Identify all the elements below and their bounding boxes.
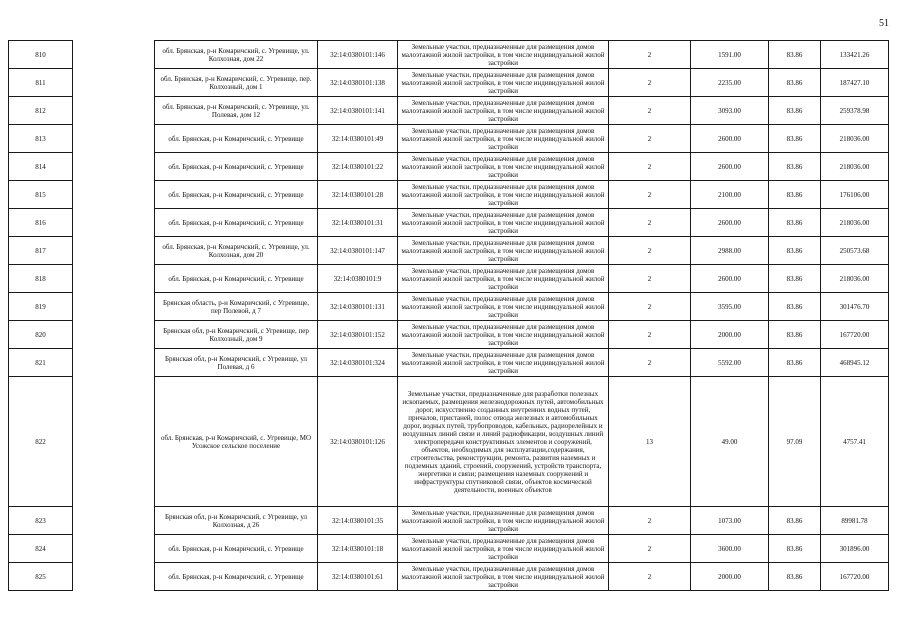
group-cell: 2	[609, 237, 691, 265]
area-cell: 2988.00	[691, 237, 769, 265]
cadastral-number-cell: 32:14:0380101:147	[318, 237, 398, 265]
spacer-cell	[73, 321, 155, 349]
area-cell: 1073.00	[691, 507, 769, 535]
land-use-cell: Земельные участки, предназначенные для размещения домов малоэтажной жилой застройки, в том числе индивидуальной жилой застройки	[398, 153, 609, 181]
cadastral-number-cell: 32:14:0380101:49	[318, 125, 398, 153]
specific-value-cell: 83.86	[769, 125, 821, 153]
land-use-cell: Земельные участки, предназначенные для размещения домов малоэтажной жилой застройки, в том числе индивидуальной жилой застройки	[398, 69, 609, 97]
row-number: 825	[9, 563, 73, 591]
group-cell: 2	[609, 321, 691, 349]
table-row	[9, 265, 889, 293]
cadastral-value-cell: 301896.00	[821, 535, 889, 563]
address-cell: обл. Брянская, р-н Комаричский, с. Угревище, пер. Колхозный, дом 1	[155, 69, 318, 97]
address-cell: Брянская обл, р-н Комаричский, с Угревище, ул Колхозная, д 26	[155, 507, 318, 535]
row-number: 818	[9, 265, 73, 293]
area-cell: 2600.00	[691, 125, 769, 153]
cadastral-number-cell: 32:14:0380101:141	[318, 97, 398, 125]
spacer-cell	[73, 69, 155, 97]
group-cell: 2	[609, 97, 691, 125]
cadastral-value-cell: 250573.68	[821, 237, 889, 265]
cadastral-number-cell: 32:14:0380101:131	[318, 293, 398, 321]
spacer-cell	[73, 153, 155, 181]
area-cell: 3093.00	[691, 97, 769, 125]
spacer-cell	[73, 293, 155, 321]
row-number: 820	[9, 321, 73, 349]
cadastral-number-cell: 32:14:0380101:324	[318, 349, 398, 377]
cadastral-number-cell: 32:14:0380101:152	[318, 321, 398, 349]
land-use-cell: Земельные участки, предназначенные для размещения домов малоэтажной жилой застройки, в том числе индивидуальной жилой застройки	[398, 209, 609, 237]
land-use-cell: Земельные участки, предназначенные для размещения домов малоэтажной жилой застройки, в том числе индивидуальной жилой застройки	[398, 293, 609, 321]
area-cell: 5592.00	[691, 349, 769, 377]
cadastral-number-cell: 32:14:0380101:22	[318, 153, 398, 181]
table-row	[9, 377, 889, 507]
land-plots-table	[8, 40, 889, 591]
address-cell: Брянская обл, р-н Комаричский, с Угревище, ул Полевая, д 6	[155, 349, 318, 377]
row-number: 817	[9, 237, 73, 265]
table-row	[9, 535, 889, 563]
spacer-cell	[73, 209, 155, 237]
area-cell: 1591.00	[691, 41, 769, 69]
area-cell: 49.00	[691, 377, 769, 507]
specific-value-cell: 97.09	[769, 377, 821, 507]
group-cell: 2	[609, 535, 691, 563]
address-cell: обл. Брянская, р-н Комаричский, с. Угревище, ул. Полевая, дом 12	[155, 97, 318, 125]
table-row	[9, 507, 889, 535]
area-cell: 2000.00	[691, 321, 769, 349]
cadastral-value-cell: 133421.26	[821, 41, 889, 69]
spacer-cell	[73, 535, 155, 563]
spacer-cell	[73, 507, 155, 535]
row-number: 814	[9, 153, 73, 181]
row-number: 821	[9, 349, 73, 377]
cadastral-number-cell: 32:14:0380101:28	[318, 181, 398, 209]
row-number: 815	[9, 181, 73, 209]
area-cell: 2235.00	[691, 69, 769, 97]
specific-value-cell: 83.86	[769, 41, 821, 69]
cadastral-value-cell: 167720.00	[821, 563, 889, 591]
land-use-cell: Земельные участки, предназначенные для размещения домов малоэтажной жилой застройки, в том числе индивидуальной жилой застройки	[398, 321, 609, 349]
address-cell: обл. Брянская, р-н Комаричский, с. Угревище	[155, 265, 318, 293]
specific-value-cell: 83.86	[769, 507, 821, 535]
group-cell: 2	[609, 507, 691, 535]
area-cell: 2600.00	[691, 209, 769, 237]
land-use-cell: Земельные участки, предназначенные для размещения домов малоэтажной жилой застройки, в том числе индивидуальной жилой застройки	[398, 97, 609, 125]
row-number: 810	[9, 41, 73, 69]
address-cell: обл. Брянская, р-н Комаричский, с. Угревище, ул. Колхозная, дом 20	[155, 237, 318, 265]
table-row	[9, 181, 889, 209]
land-use-cell: Земельные участки, предназначенные для размещения домов малоэтажной жилой застройки, в том числе индивидуальной жилой застройки	[398, 563, 609, 591]
row-number: 811	[9, 69, 73, 97]
table-row	[9, 349, 889, 377]
cadastral-value-cell: 218036.00	[821, 125, 889, 153]
table-row	[9, 153, 889, 181]
group-cell: 2	[609, 349, 691, 377]
spacer-cell	[73, 181, 155, 209]
group-cell: 2	[609, 41, 691, 69]
address-cell: обл. Брянская, р-н Комаричский, с. Угревище	[155, 209, 318, 237]
cadastral-value-cell: 167720.00	[821, 321, 889, 349]
row-number: 812	[9, 97, 73, 125]
group-cell: 2	[609, 293, 691, 321]
page-number: 51	[879, 18, 889, 29]
cadastral-value-cell: 218036.00	[821, 209, 889, 237]
land-use-cell: Земельные участки, предназначенные для размещения домов малоэтажной жилой застройки, в том числе индивидуальной жилой застройки	[398, 265, 609, 293]
land-use-cell: Земельные участки, предназначенные для размещения домов малоэтажной жилой застройки, в том числе индивидуальной жилой застройки	[398, 535, 609, 563]
address-cell: обл. Брянская, р-н Комаричский, с. Угревище	[155, 153, 318, 181]
cadastral-value-cell: 301476.70	[821, 293, 889, 321]
row-number: 823	[9, 507, 73, 535]
spacer-cell	[73, 125, 155, 153]
group-cell: 2	[609, 125, 691, 153]
spacer-cell	[73, 377, 155, 507]
area-cell: 2000.00	[691, 563, 769, 591]
specific-value-cell: 83.86	[769, 181, 821, 209]
table-row	[9, 125, 889, 153]
specific-value-cell: 83.86	[769, 209, 821, 237]
row-number: 816	[9, 209, 73, 237]
land-use-cell: Земельные участки, предназначенные для размещения домов малоэтажной жилой застройки, в том числе индивидуальной жилой застройки	[398, 125, 609, 153]
group-cell: 2	[609, 153, 691, 181]
specific-value-cell: 83.86	[769, 97, 821, 125]
cadastral-value-cell: 4757.41	[821, 377, 889, 507]
cadastral-value-cell: 89981.78	[821, 507, 889, 535]
spacer-cell	[73, 237, 155, 265]
cadastral-number-cell: 32:14:0380101:61	[318, 563, 398, 591]
land-use-cell: Земельные участки, предназначенные для размещения домов малоэтажной жилой застройки, в том числе индивидуальной жилой застройки	[398, 349, 609, 377]
address-cell: обл. Брянская, р-н Комаричский, с. Угревище, ул. Колхозная, дом 22	[155, 41, 318, 69]
table-row	[9, 209, 889, 237]
cadastral-number-cell: 32:14:0380101:9	[318, 265, 398, 293]
cadastral-value-cell: 176106.00	[821, 181, 889, 209]
specific-value-cell: 83.86	[769, 563, 821, 591]
table-row	[9, 41, 889, 69]
spacer-cell	[73, 97, 155, 125]
group-cell: 2	[609, 265, 691, 293]
spacer-cell	[73, 41, 155, 69]
cadastral-value-cell: 259378.98	[821, 97, 889, 125]
row-number: 813	[9, 125, 73, 153]
specific-value-cell: 83.86	[769, 349, 821, 377]
specific-value-cell: 83.86	[769, 321, 821, 349]
cadastral-value-cell: 187427.10	[821, 69, 889, 97]
table-row	[9, 97, 889, 125]
table-row	[9, 563, 889, 591]
area-cell: 2600.00	[691, 153, 769, 181]
group-cell: 13	[609, 377, 691, 507]
spacer-cell	[73, 265, 155, 293]
address-cell: обл. Брянская, р-н Комаричский, с. Угревище	[155, 181, 318, 209]
group-cell: 2	[609, 69, 691, 97]
land-use-cell: Земельные участки, предназначенные для размещения домов малоэтажной жилой застройки, в том числе индивидуальной жилой застройки	[398, 507, 609, 535]
specific-value-cell: 83.86	[769, 153, 821, 181]
land-use-cell: Земельные участки, предназначенные для размещения домов малоэтажной жилой застройки, в том числе индивидуальной жилой застройки	[398, 237, 609, 265]
cadastral-value-cell: 468945.12	[821, 349, 889, 377]
address-cell: обл. Брянская, р-н Комаричский, с. Угревище	[155, 125, 318, 153]
cadastral-number-cell: 32:14:0380101:31	[318, 209, 398, 237]
cadastral-value-cell: 218036.00	[821, 153, 889, 181]
specific-value-cell: 83.86	[769, 265, 821, 293]
group-cell: 2	[609, 563, 691, 591]
cadastral-number-cell: 32:14:0380101:146	[318, 41, 398, 69]
land-use-cell: Земельные участки, предназначенные для размещения домов малоэтажной жилой застройки, в том числе индивидуальной жилой застройки	[398, 41, 609, 69]
cadastral-number-cell: 32:14:0380101:18	[318, 535, 398, 563]
cadastral-value-cell: 218036.00	[821, 265, 889, 293]
cadastral-number-cell: 32:14:0380101:126	[318, 377, 398, 507]
table-row	[9, 321, 889, 349]
specific-value-cell: 83.86	[769, 69, 821, 97]
specific-value-cell: 83.86	[769, 237, 821, 265]
specific-value-cell: 83.86	[769, 535, 821, 563]
row-number: 824	[9, 535, 73, 563]
row-number: 819	[9, 293, 73, 321]
area-cell: 2600.00	[691, 265, 769, 293]
spacer-cell	[73, 349, 155, 377]
table-row	[9, 69, 889, 97]
address-cell: Брянская обл, р-н Комаричский, с Угревище, пер Колхозный, дом 9	[155, 321, 318, 349]
land-use-cell: Земельные участки, предназначенные для размещения домов малоэтажной жилой застройки, в том числе индивидуальной жилой застройки	[398, 181, 609, 209]
specific-value-cell: 83.86	[769, 293, 821, 321]
address-cell: обл. Брянская, р-н Комаричский, с. Угревище	[155, 563, 318, 591]
table-row	[9, 293, 889, 321]
address-cell: Брянская область, р-н Комаричский, с Угревище, пер Полевой, д 7	[155, 293, 318, 321]
table-row	[9, 237, 889, 265]
area-cell: 2100.00	[691, 181, 769, 209]
cadastral-number-cell: 32:14:0380101:138	[318, 69, 398, 97]
spacer-cell	[73, 563, 155, 591]
area-cell: 3595.00	[691, 293, 769, 321]
group-cell: 2	[609, 181, 691, 209]
cadastral-number-cell: 32:14:0380101:35	[318, 507, 398, 535]
address-cell: обл. Брянская, р-н Комаричский, с. Угревище, МО Усожское сельское поселение	[155, 377, 318, 507]
land-use-cell: Земельные участки, предназначенные для разработки полезных ископаемых, размещения железнодорожных путей, автомобильных дорог, искусственно созданных внутренних водных путей, причалов, пристаней, полос отвода железных и автомобильных дорог, водных путей, трубопроводов, кабельных, радиорелейных и воздушных линий связи и линий радиофикации, воздушных линий электропередачи конструктивных элементов и сооружений, объектов, необходимых для эксплуатации,содержания, строительства, реконструкции, ремонта, развития наземных и подземных зданий, строений, сооружений, устройств транспорта, энергетики и связи; размещения наземных сооружений и инфраструктуры спутниковой связи, объектов космической деятельности, военных объектов	[398, 377, 609, 507]
group-cell: 2	[609, 209, 691, 237]
area-cell: 3600.00	[691, 535, 769, 563]
address-cell: обл. Брянская, р-н Комаричский, с. Угревище	[155, 535, 318, 563]
row-number: 822	[9, 377, 73, 507]
